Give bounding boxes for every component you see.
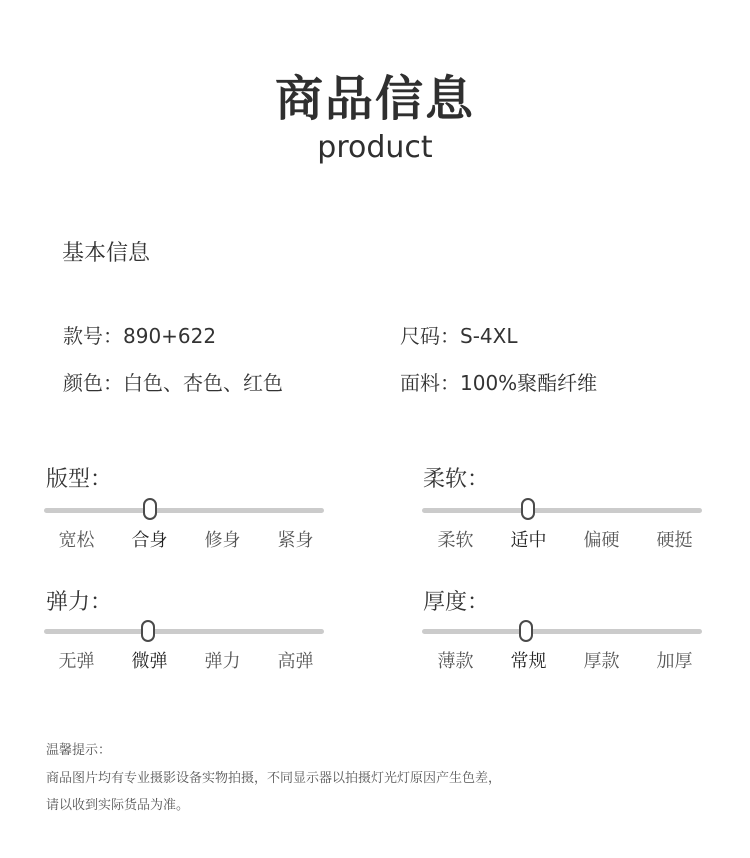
notes-line: 请以收到实际货品为准。 [46, 798, 190, 813]
attr-option: 合身 [131, 530, 168, 551]
notes-title: 温馨提示： [46, 743, 112, 758]
spec-key: 面料： [400, 371, 460, 395]
spec-key: 款号： [63, 324, 123, 348]
attr-option: 偏硬 [583, 530, 620, 551]
attr-label-fit: 版型： [46, 467, 113, 492]
spec-fabric [400, 367, 597, 396]
attr-label-thickness: 厚度： [423, 590, 490, 615]
attr-label-elasticity: 弹力： [46, 590, 113, 615]
attr-option: 弹力 [204, 651, 241, 672]
spec-value: 100%聚酯纤维 [460, 371, 598, 395]
attr-track-fit [44, 508, 324, 513]
section-title-basic-info: 基本信息 [62, 241, 151, 266]
attr-track-softness [422, 508, 702, 513]
attr-knob-elasticity [141, 620, 155, 642]
spec-size [400, 320, 517, 349]
spec-value: 890+622 [123, 324, 217, 348]
attr-option: 薄款 [437, 651, 474, 672]
attr-option: 常规 [510, 651, 547, 672]
attr-option: 厚款 [583, 651, 620, 672]
spec-key: 颜色： [63, 371, 123, 395]
attr-knob-softness [521, 498, 535, 520]
attr-label-softness: 柔软： [423, 467, 490, 492]
attr-track-elasticity [44, 629, 324, 634]
spec-color [63, 367, 283, 396]
notes-block [46, 737, 501, 820]
attr-option: 宽松 [58, 530, 95, 551]
attr-knob-fit [143, 498, 157, 520]
attr-option: 紧身 [277, 530, 314, 551]
page-subtitle: product [317, 130, 433, 165]
attr-option: 适中 [510, 530, 547, 551]
attr-option: 修身 [204, 530, 241, 551]
spec-key: 尺码： [400, 324, 460, 348]
attr-option: 硬挺 [656, 530, 693, 551]
attr-knob-thickness [519, 620, 533, 642]
spec-value: S-4XL [460, 324, 518, 348]
attr-option: 无弹 [58, 651, 95, 672]
notes-line: 商品图片均有专业摄影设备实物拍摄，不同显示器以拍摄灯光灯原因产生色差， [46, 770, 502, 786]
attr-option: 高弹 [277, 651, 314, 672]
page-title: 商品信息 [274, 71, 475, 127]
spec-value: 白色、杏色、红色 [123, 371, 283, 395]
spec-style-number [63, 320, 216, 349]
attr-option: 微弹 [131, 651, 168, 672]
attr-option: 加厚 [656, 651, 693, 672]
attr-track-thickness [422, 629, 702, 634]
attr-option: 柔软 [437, 530, 474, 551]
